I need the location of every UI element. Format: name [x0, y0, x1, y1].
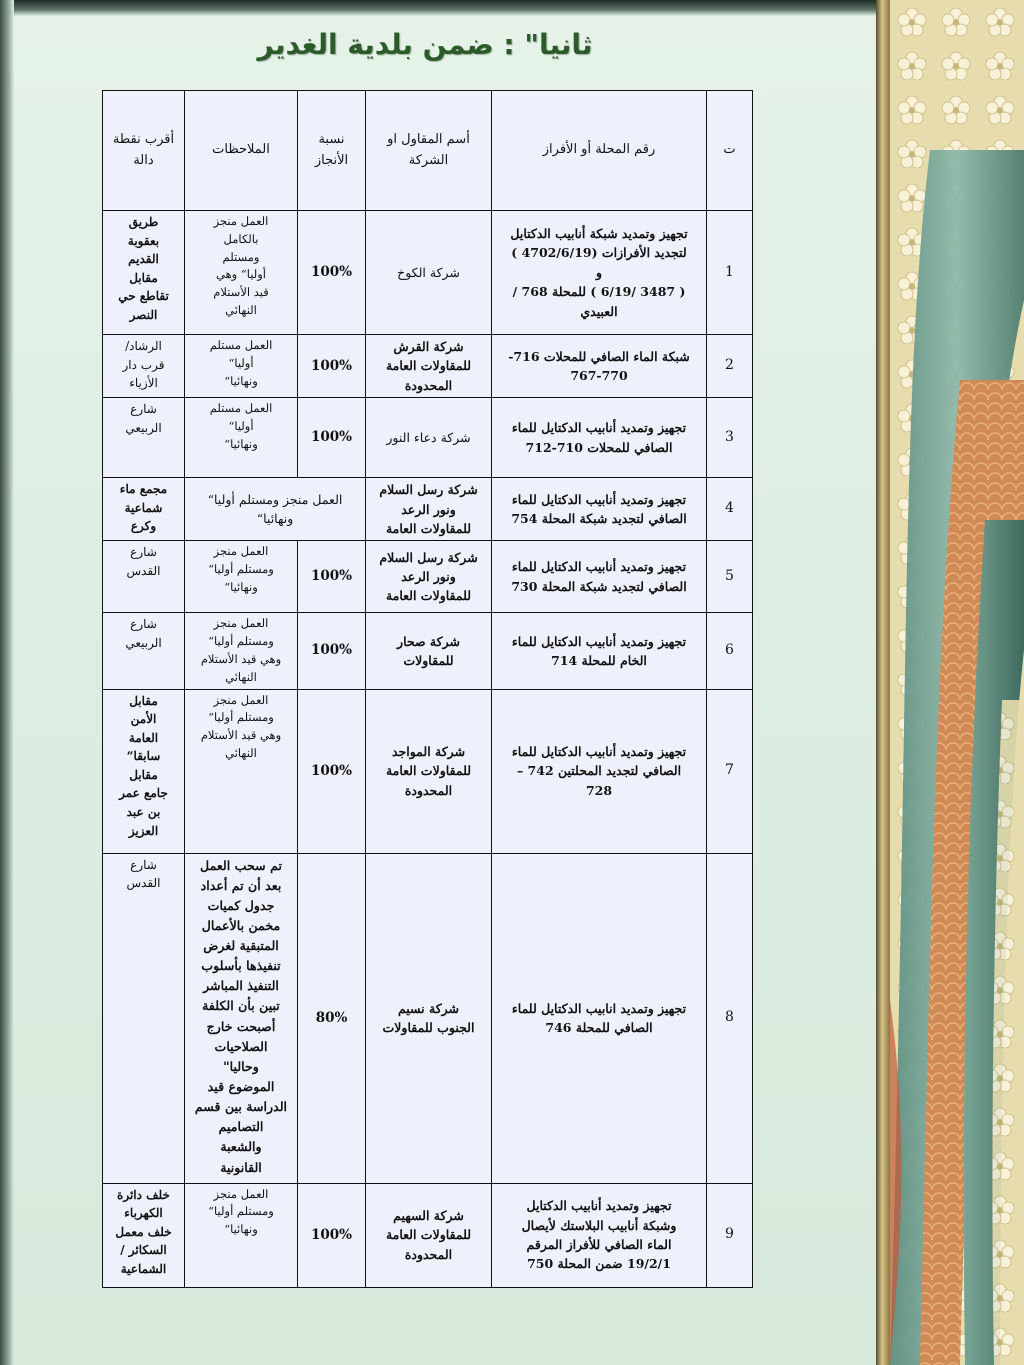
row-notes: العمل منجز بالكامل ومستلم أوليا“ وهي قيد الأستلام النهائي: [185, 211, 298, 335]
row-contractor: شركة دعاء النور: [366, 398, 492, 478]
row-number: 9: [707, 1183, 753, 1287]
row-contractor: شركة القرش للمقاولات العامة المحدودة: [366, 335, 492, 398]
row-contractor: شركة المواجد للمقاولات العامة المحدودة: [366, 689, 492, 853]
row-notes: العمل منجز ومستلم أوليا“ وهي قيد الأستلام النهائي: [185, 613, 298, 689]
row-location: تجهيز وتمديد أنابيب الدكتايل للماء الصافي للمحلات 710-712: [492, 398, 707, 478]
row-progress: 80%: [298, 853, 366, 1183]
row-contractor: شركة الكوخ: [366, 211, 492, 335]
row-progress: 100%: [298, 335, 366, 398]
row-number: 5: [707, 541, 753, 613]
header-contractor: أسم المقاول او الشركة: [366, 91, 492, 211]
row-number: 7: [707, 689, 753, 853]
header-location: رقم المحلة أو الأفراز: [492, 91, 707, 211]
row-progress: 100%: [298, 541, 366, 613]
row-landmark: مجمع ماء شماعية وكرع: [103, 478, 185, 541]
row-number: 8: [707, 853, 753, 1183]
row-landmark: شارع القدس: [103, 541, 185, 613]
projects-table-container: [102, 90, 752, 1288]
row-location: تجهيز وتمديد أنابيب الدكتايل للماء الصافي لتجديد شبكة المحلة 730: [492, 541, 707, 613]
decorative-fabric-panel: [890, 0, 1024, 1365]
row-contractor: شركة رسل السلام ونور الرعد للمقاولات العامة: [366, 541, 492, 613]
row-notes-merged: العمل منجز ومستلم أوليا“ ونهائيا“: [185, 478, 366, 541]
top-shadow-bar: [0, 0, 882, 16]
row-progress: 100%: [298, 613, 366, 689]
row-number: 4: [707, 478, 753, 541]
header-landmark: أقرب نقطة دالة: [103, 91, 185, 211]
page-title: ثانيا" : ضمن بلدية الغدير: [257, 28, 593, 61]
row-number: 2: [707, 335, 753, 398]
left-edge-shadow: [0, 0, 14, 1365]
table-row: [103, 211, 753, 335]
table-row: [103, 853, 753, 1183]
gold-border: [876, 0, 890, 1365]
row-contractor: شركة صحار للمقاولات: [366, 613, 492, 689]
row-location: تجهيز وتمديد أنابيب الدكتايل للماء الخام للمحلة 714: [492, 613, 707, 689]
table-row: [103, 335, 753, 398]
row-contractor: شركة رسل السلام ونور الرعد للمقاولات العامة: [366, 478, 492, 541]
row-progress: 100%: [298, 398, 366, 478]
row-contractor: شركة نسيم الجنوب للمقاولات: [366, 853, 492, 1183]
row-location: شبكة الماء الصافي للمحلات 716- 767-770: [492, 335, 707, 398]
row-notes: العمل منجز ومستلم أوليا“ وهي قيد الأستلام النهائي: [185, 689, 298, 853]
row-notes: العمل منجز ومستلم أوليا“ ونهائيا“: [185, 1183, 298, 1287]
row-number: 3: [707, 398, 753, 478]
row-location: تجهيز وتمديد أنابيب الدكتايل وشبكة أنابيب البلاستك لأيصال الماء الصافي للأفراز المرقم 19/2/1 ضمن المحلة 750: [492, 1183, 707, 1287]
header-num: ت: [707, 91, 753, 211]
row-progress: 100%: [298, 689, 366, 853]
row-notes: تم سحب العمل بعد أن تم أعداد جدول كميات مخمن بالأعمال المتبقية لغرض تنفيذها بأسلوب التنفيذ المباشر تبين بأن الكلفة أصبحت خارج الصلاحيات وحاليا" الموضوع قيد الدراسة بين قسم التصاميم والشعبة القانونية: [185, 853, 298, 1183]
row-number: 1: [707, 211, 753, 335]
row-location: تجهيز وتمديد أنابيب الدكتايل للماء الصافي لتجديد شبكة المحلة 754: [492, 478, 707, 541]
row-landmark: الرشاد/ قرب دار الأزياء: [103, 335, 185, 398]
table-row: [103, 1183, 753, 1287]
table-row: [103, 398, 753, 478]
row-progress: 100%: [298, 1183, 366, 1287]
projects-table: [102, 90, 753, 1288]
table-row: [103, 689, 753, 853]
row-contractor: شركة السهيم للمقاولات العامة المحدودة: [366, 1183, 492, 1287]
row-location: تجهيز وتمديد شبكة أنابيب الدكتايل لتجديد الأفرازات (4702/6/19 ) و ( 3487 /6/19 ) للمحلة 768 / العبيدي: [492, 211, 707, 335]
table-row: [103, 613, 753, 689]
table-row: [103, 478, 753, 541]
row-landmark: شارع الربيعي: [103, 613, 185, 689]
row-landmark: شارع الربيعي: [103, 398, 185, 478]
row-notes: العمل مستلم أوليا“ ونهائيا“: [185, 335, 298, 398]
header-notes: الملاحظات: [185, 91, 298, 211]
table-body: [103, 211, 753, 1288]
row-landmark: مقابل الأمن العامة سابقا“ مقابل جامع عمر بن عبد العزيز: [103, 689, 185, 853]
row-progress: 100%: [298, 211, 366, 335]
row-landmark: طريق بعقوبة القديم مقابل تقاطع حي النصر: [103, 211, 185, 335]
row-number: 6: [707, 613, 753, 689]
row-notes: العمل مستلم أوليا“ ونهائيا“: [185, 398, 298, 478]
header-progress: نسبة الأنجاز: [298, 91, 366, 211]
row-notes: العمل منجز ومستلم أوليا“ ونهائيا“: [185, 541, 298, 613]
row-location: تجهيز وتمديد انابيب الدكتايل للماء الصافي للمحلة 746: [492, 853, 707, 1183]
row-location: تجهيز وتمديد أنابيب الدكتايل للماء الصافي لتجديد المحلتين 742 – 728: [492, 689, 707, 853]
table-row: [103, 541, 753, 613]
table-header-row: [103, 91, 753, 211]
row-landmark: شارع القدس: [103, 853, 185, 1183]
fabric-drape-icon: [890, 0, 1024, 1365]
row-landmark: خلف دائرة الكهرباء خلف معمل السكائر / الشماعية: [103, 1183, 185, 1287]
